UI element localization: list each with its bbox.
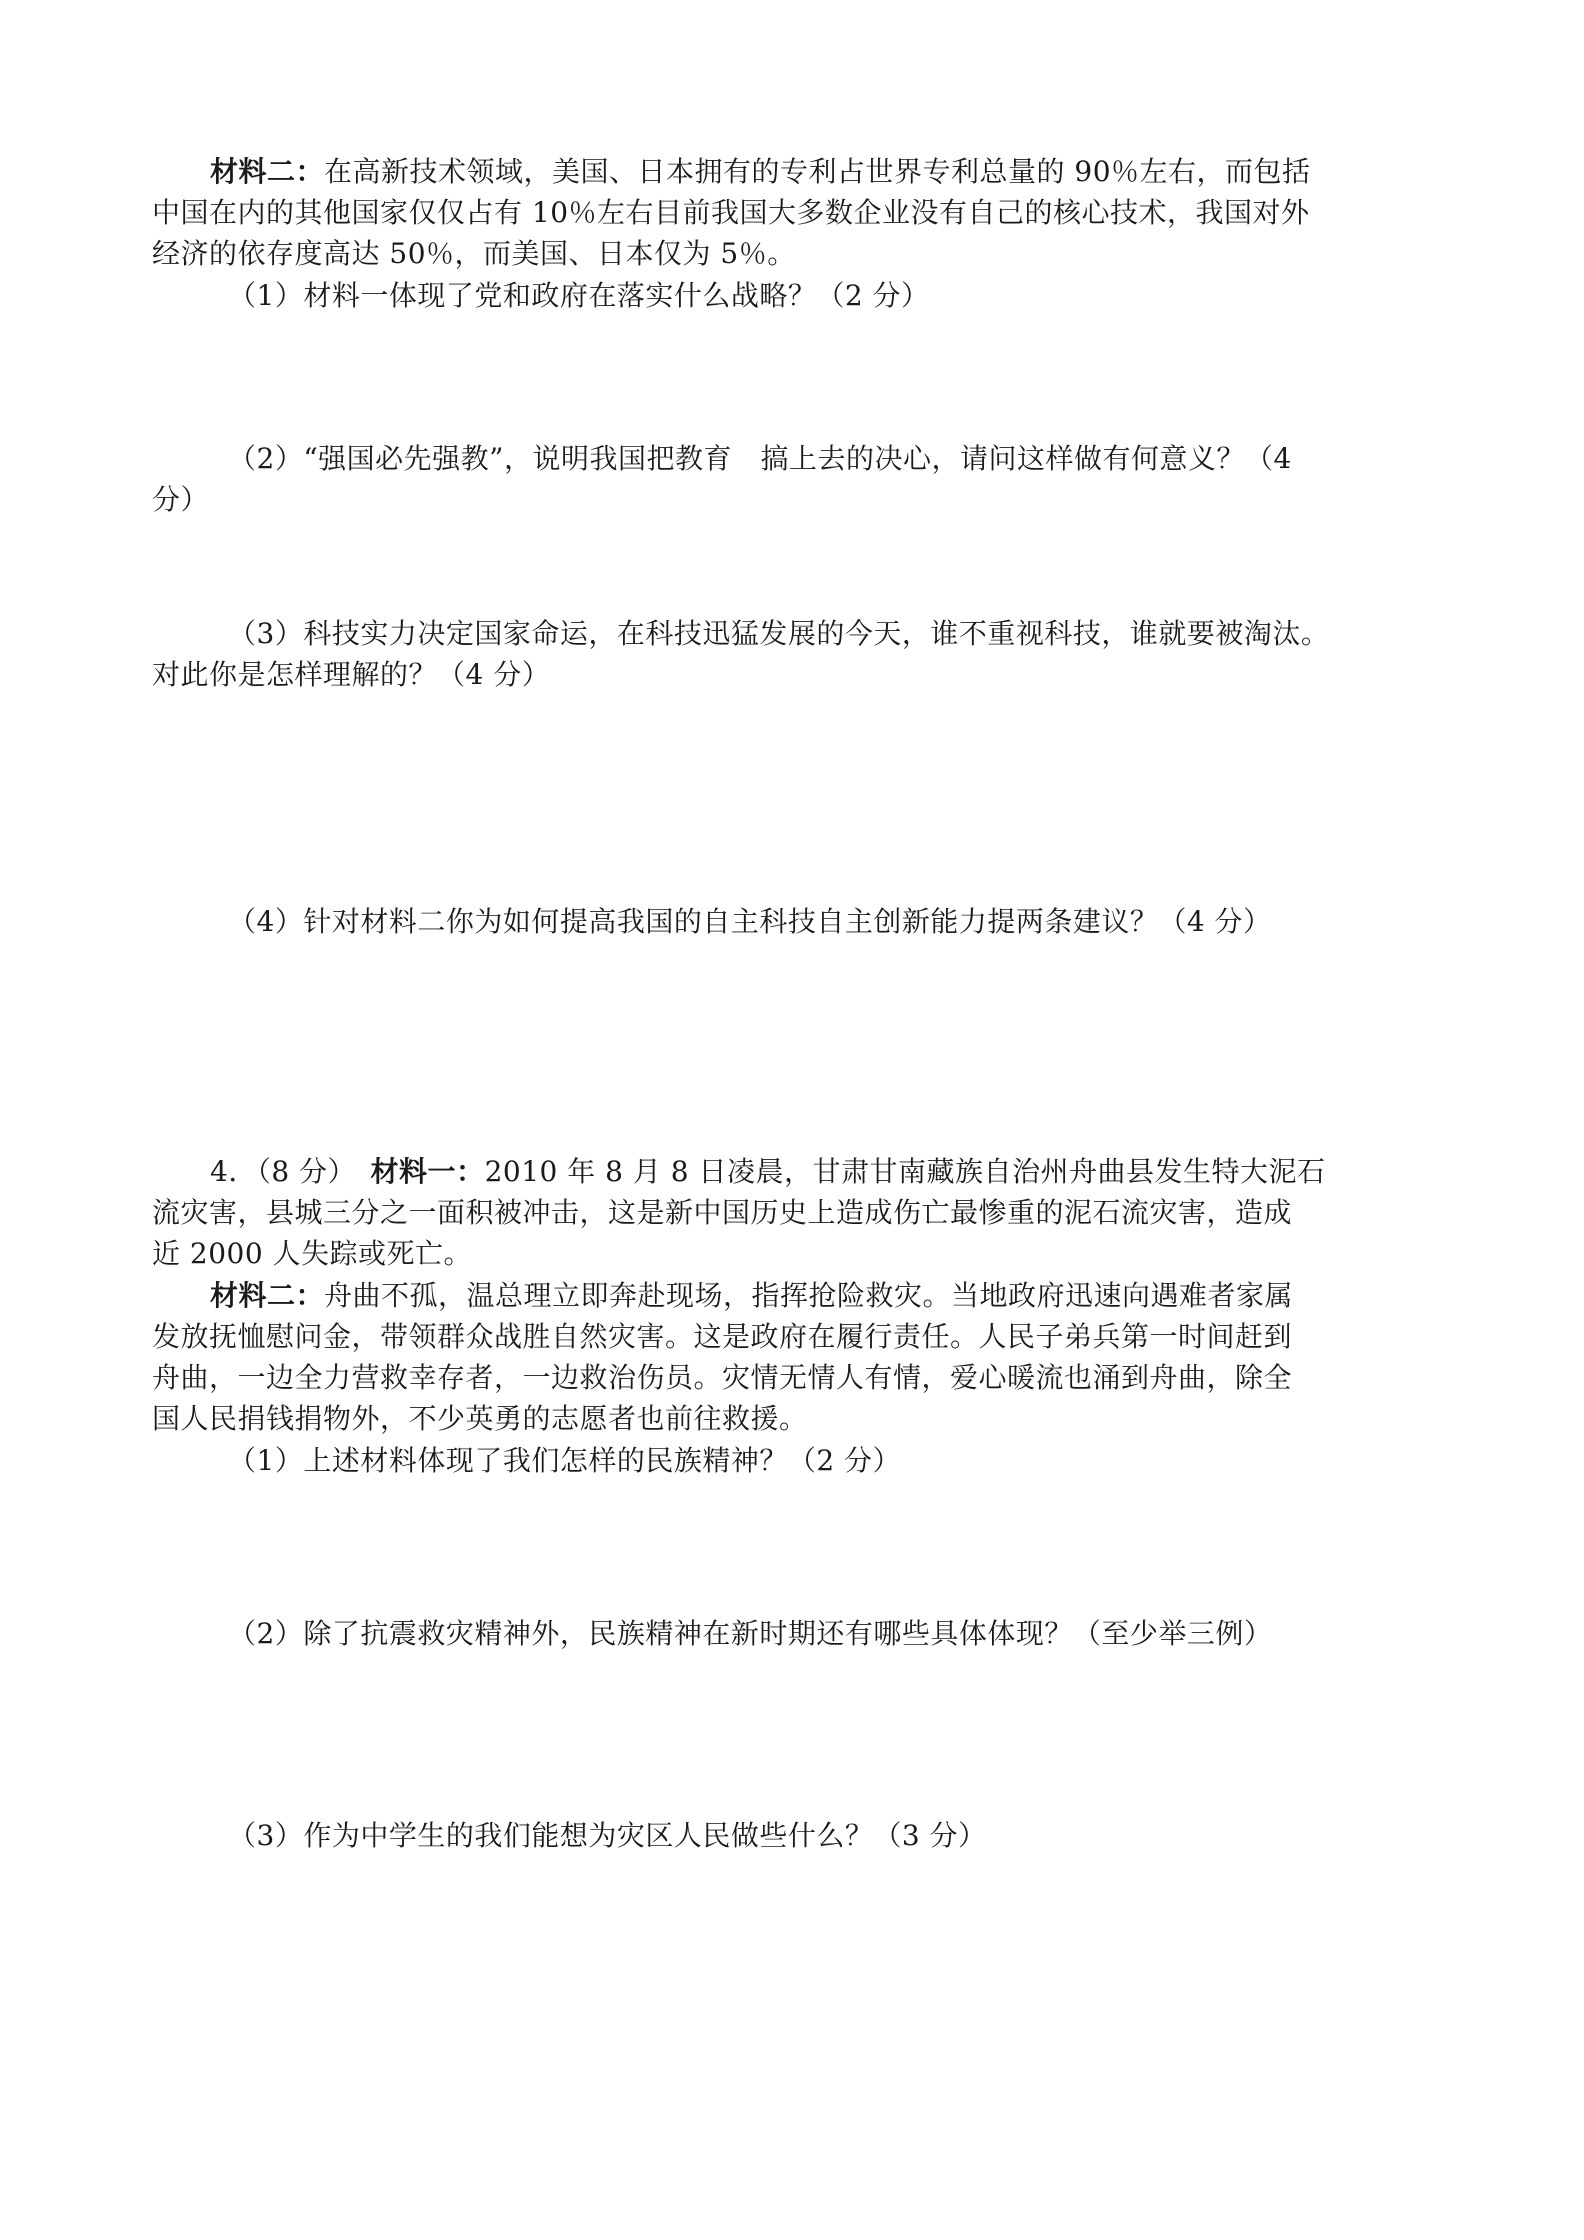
q4-material2-line-2: 发放抚恤慰问金，带领群众战胜自然灾害。这是政府在履行责任。人民子弟兵第一时间赶到: [152, 1320, 1293, 1353]
q4-material2-line-3: 舟曲，一边全力营救幸存者，一边救治伤员。灾情无情人有情，爱心暖流也涌到舟曲，除全: [152, 1361, 1293, 1394]
q3-sub-question-3-line-2: 对此你是怎样理解的？（4 分）: [152, 658, 551, 691]
q3-material2-line-3: 经济的依存度高达 50％，而美国、日本仅为 5％。: [152, 237, 796, 270]
q3-sub-question-4: （4）针对材料二你为如何提高我国的自主科技自主创新能力提两条建议？（4 分）: [228, 905, 1272, 938]
q4-sub-question-1: （1）上述材料体现了我们怎样的民族精神？（2 分）: [228, 1444, 902, 1477]
q4-material2-line-4: 国人民捐钱捐物外，不少英勇的志愿者也前往救援。: [152, 1402, 808, 1435]
q4-material2-label: 材料二：: [210, 1279, 325, 1312]
q4-material1-line-2: 流灾害，县城三分之一面积被冲击，这是新中国历史上造成伤亡最惨重的泥石流灾害，造成: [152, 1196, 1293, 1229]
q3-material2-line-2: 中国在内的其他国家仅仅占有 10％左右目前我国大多数企业没有自己的核心技术，我国对外: [152, 196, 1310, 229]
q4-material1-label: 材料一：: [370, 1155, 485, 1188]
q4-material2-line-1: 材料二：舟曲不孤，温总理立即奔赴现场，指挥抢险救灾。当地政府迅速向遇难者家属: [210, 1279, 1294, 1312]
q3-material2-line-1: 材料二：在高新技术领域，美国、日本拥有的专利占世界专利总量的 90％左右，而包括: [210, 155, 1311, 188]
q3-sub-question-2-line-1: （2）“强国必先强教”，说明我国把教育 搞上去的决心，请问这样做有何意义？（4: [228, 442, 1292, 475]
q4-material1-line-1: 4．（8 分） 材料一：2010 年 8 月 8 日凌晨，甘肃甘南藏族自治州舟曲县发生特大泥石: [210, 1155, 1326, 1188]
q3-sub-question-3-line-1: （3）科技实力决定国家命运，在科技迅猛发展的今天，谁不重视科技，谁就要被淘汰。: [228, 617, 1330, 650]
q3-material2-label: 材料二：: [210, 155, 325, 188]
q4-number: 4．（8 分）: [210, 1155, 343, 1188]
q3-sub-question-1: （1）材料一体现了党和政府在落实什么战略？（2 分）: [228, 279, 930, 312]
q4-sub-question-2: （2）除了抗震救灾精神外，民族精神在新时期还有哪些具体体现？（至少举三例）: [228, 1617, 1273, 1650]
q4-sub-question-3: （3）作为中学生的我们能想为灾区人民做些什么？（3 分）: [228, 1819, 987, 1852]
q3-sub-question-2-line-2: 分）: [152, 483, 210, 516]
q4-material1-line-3: 近 2000 人失踪或死亡。: [152, 1237, 473, 1270]
